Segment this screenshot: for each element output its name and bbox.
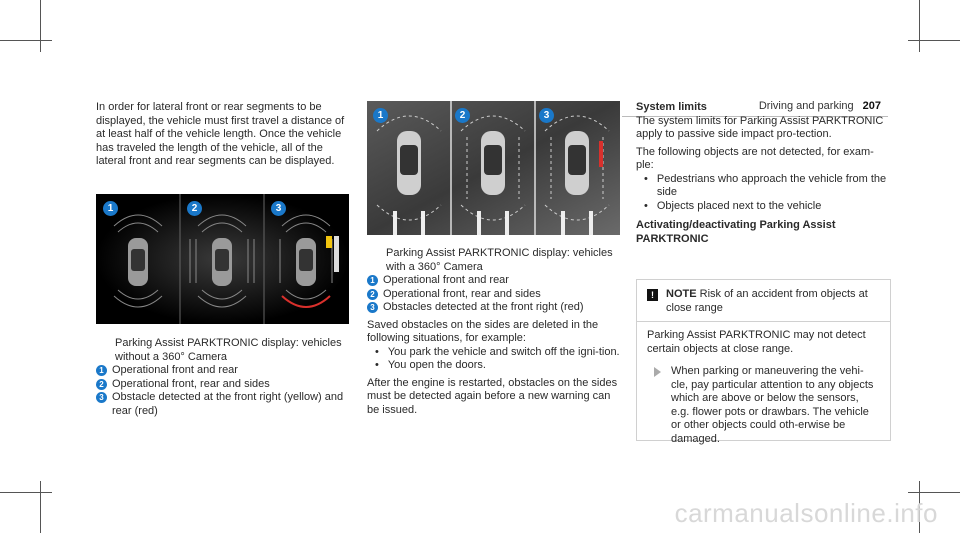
bullet-item — [367, 346, 625, 360]
number-badge: 2 — [367, 289, 378, 300]
figure-number-2: 2 — [187, 201, 202, 216]
paragraph-text: The system limits for Parking Assist PARKTRONIC apply to passive side impact pro-tection. — [636, 114, 884, 140]
note-header — [637, 280, 890, 321]
section-heading: System limits — [636, 101, 707, 113]
instruction-text: When parking or maneuvering the vehi-cle, pay particular attention to any objects which are above or below the sensors, e.g. flower pots or drawbars. The vehicle or other objects could oth-erwise be damaged. — [671, 365, 874, 445]
crop-mark — [0, 40, 52, 41]
figure-number-2: 2 — [455, 108, 470, 123]
number-badge: 1 — [96, 365, 107, 376]
bullet-text: Objects placed next to the vehicle — [656, 199, 822, 212]
bullet-icon: • — [644, 199, 648, 212]
note-title — [666, 288, 880, 315]
paragraph-text: Saved obstacles on the sides are deleted in the following situations, for example: — [367, 318, 599, 344]
figure-number-1: 1 — [373, 108, 388, 123]
section-title: Driving and parking — [758, 100, 854, 112]
bullet-item — [636, 200, 891, 214]
note-title-text: Risk of an accident from objects at close range — [666, 288, 868, 314]
figure-number-3: 3 — [271, 201, 286, 216]
note-label: NOTE — [666, 288, 697, 300]
figure-caption: Parking Assist PARKTRONIC display: vehicles without a 360° Camera — [115, 337, 342, 363]
note-box — [636, 279, 891, 445]
watermark-text: carmanualsonline.info — [674, 498, 938, 528]
bullet-icon: • — [375, 359, 379, 371]
legend-text: Operational front, rear and sides — [112, 377, 270, 390]
legend-item — [367, 274, 625, 288]
crop-mark — [40, 0, 41, 52]
section-heading: Activating/deactivating Parking Assist PARKTRONIC — [636, 219, 836, 245]
parktronic-figure-with-camera — [367, 101, 620, 235]
right-text-block — [636, 101, 891, 246]
middle-text-block — [367, 247, 625, 417]
number-badge: 2 — [96, 379, 107, 390]
parktronic-figure-without-camera — [96, 194, 349, 324]
number-badge: 3 — [96, 392, 107, 403]
note-body-text: Parking Assist PARKTRONIC may not detect certain objects at close range. — [647, 329, 866, 355]
left-intro-paragraph — [96, 101, 354, 169]
legend-item — [367, 288, 625, 302]
figure-caption: Parking Assist PARKTRONIC display: vehicles with a 360° Camera — [386, 247, 613, 273]
number-badge: 3 — [367, 302, 378, 313]
instruction-item — [647, 365, 880, 446]
note-body — [637, 322, 890, 453]
legend-item — [96, 378, 354, 392]
bullet-text: You park the vehicle and switch off the igni-tion. — [387, 345, 620, 358]
legend-item — [367, 301, 625, 315]
warning-icon: ! — [647, 289, 658, 301]
figure-number-3: 3 — [539, 108, 554, 123]
paragraph-text: The following objects are not detected, for exam-ple: — [636, 145, 874, 171]
crop-mark — [919, 0, 920, 52]
number-badge: 1 — [367, 275, 378, 286]
legend-item — [96, 391, 354, 418]
arrow-right-icon — [654, 367, 661, 377]
left-caption-block — [96, 337, 354, 418]
legend-text: Operational front, rear and sides — [383, 287, 541, 300]
bullet-text: Pedestrians who approach the vehicle from the side — [656, 172, 887, 198]
crop-mark — [0, 492, 52, 493]
bullet-icon: • — [375, 345, 379, 358]
paragraph-text: After the engine is restarted, obstacles on the sides must be detected again before a new warning can be issued. — [367, 376, 618, 416]
crop-mark — [40, 481, 41, 533]
bullet-item — [636, 173, 891, 200]
crop-mark — [908, 492, 960, 493]
crop-mark — [908, 40, 960, 41]
figure-number-1: 1 — [103, 201, 118, 216]
bullet-icon: • — [644, 172, 648, 185]
bullet-item — [367, 359, 625, 373]
legend-text: Operational front and rear — [383, 274, 509, 286]
paragraph-text: In order for lateral front or rear segments to be displayed, the vehicle must first travel a distance of at least half of the vehicle length. Once the vehicle has traveled the length of the vehicle, all of the lateral front and rear segments can be displayed. — [96, 101, 345, 167]
legend-text: Operational front and rear — [112, 364, 238, 376]
legend-text: Obstacles detected at the front right (red) — [383, 301, 584, 313]
page-number: 207 — [862, 100, 881, 112]
legend-text: Obstacle detected at the front right (yellow) and rear (red) — [112, 391, 344, 417]
legend-item — [96, 364, 354, 378]
bullet-text: You open the doors. — [387, 359, 486, 371]
